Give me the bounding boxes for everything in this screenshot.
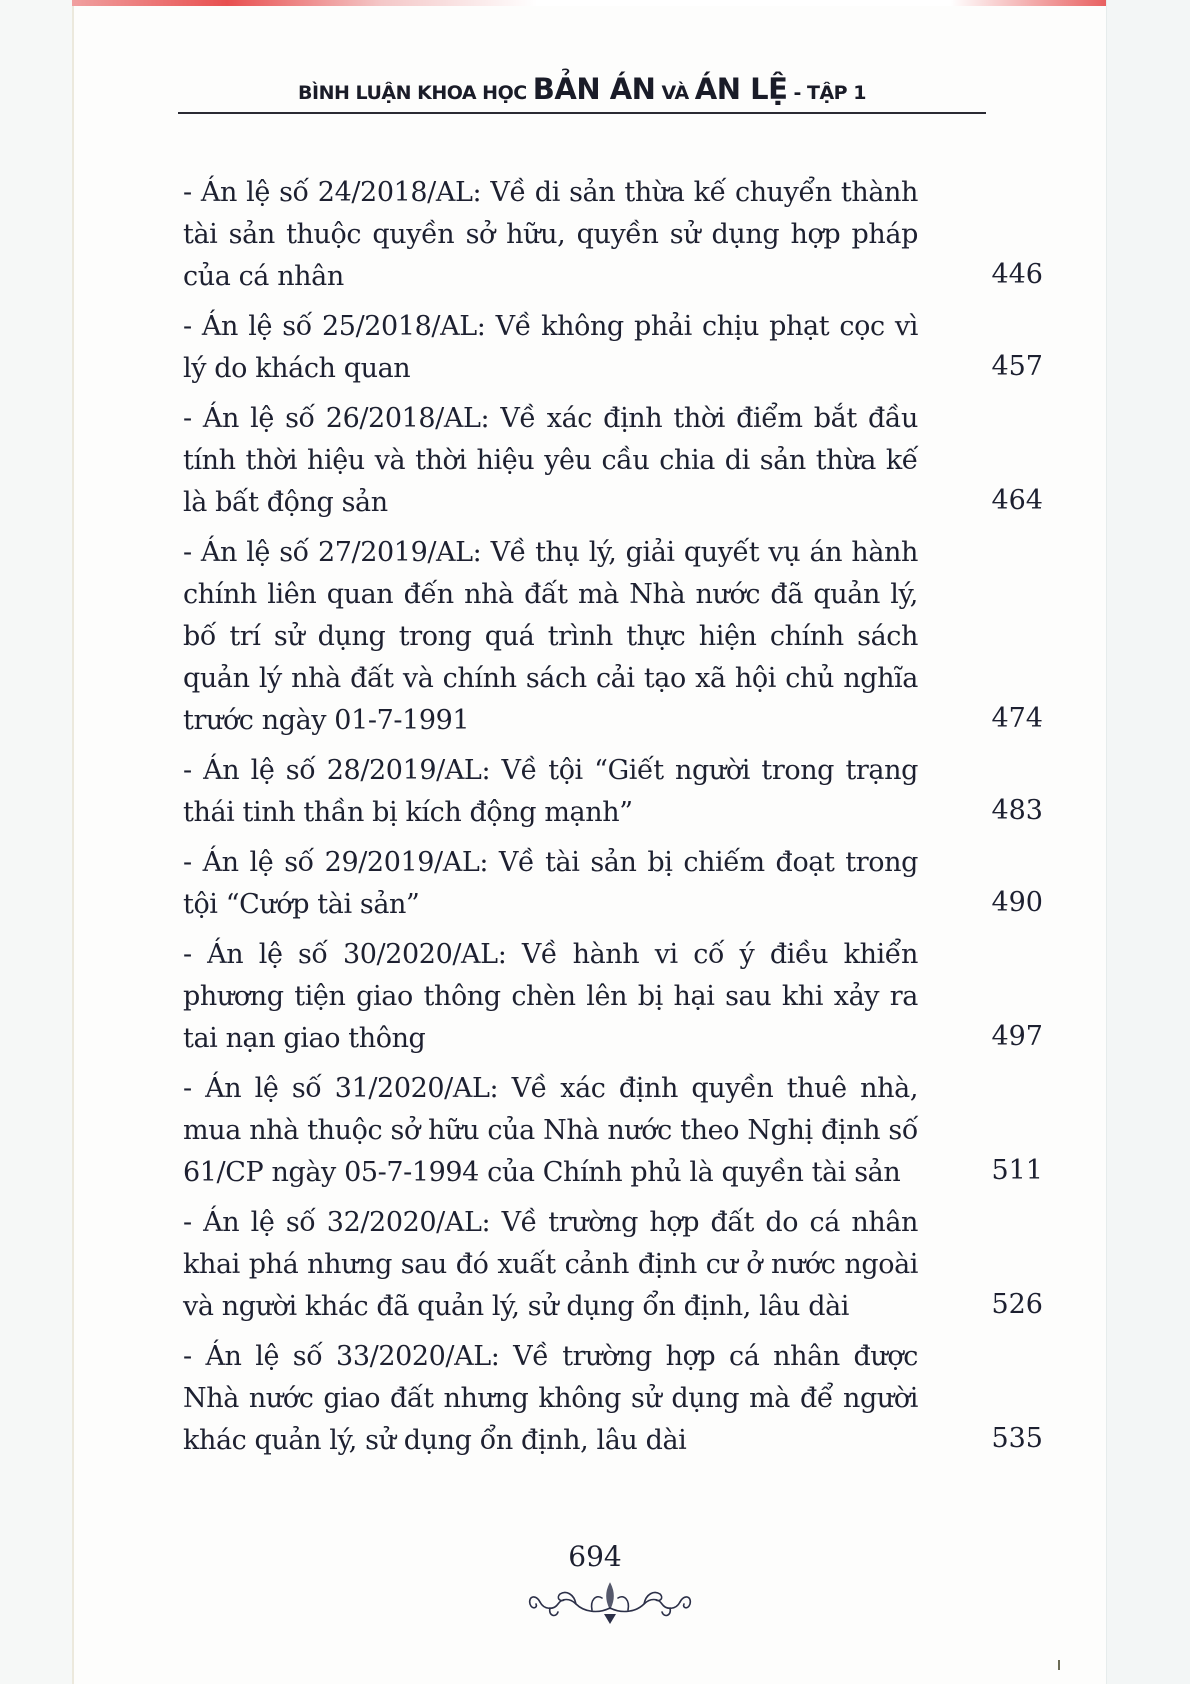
header-part-3: VÀ xyxy=(655,82,695,104)
page-number: 694 xyxy=(568,1540,622,1573)
running-header xyxy=(178,72,986,106)
header-part-2: BẢN ÁN xyxy=(532,72,656,106)
toc-entry xyxy=(183,934,1043,1060)
toc-entry xyxy=(183,398,1043,524)
header-rule xyxy=(178,112,986,114)
table-of-contents xyxy=(183,172,1043,1462)
toc-entry xyxy=(183,532,1043,742)
header-part-4: ÁN LỆ xyxy=(694,72,788,106)
toc-entry-page: 490 xyxy=(991,887,1043,918)
toc-entry-text: - Án lệ số 33/2020/AL: Về trường hợp cá nhân được Nhà nước giao đất nhưng không sử dụng mà để người khác quản lý, sử dụng ổn định, lâu dài xyxy=(183,1341,918,1456)
toc-entry xyxy=(183,842,1043,926)
toc-entry xyxy=(183,1202,1043,1328)
toc-entry xyxy=(183,172,1043,298)
toc-entry-page: 446 xyxy=(991,259,1043,290)
toc-entry-text: - Án lệ số 29/2019/AL: Về tài sản bị chiếm đoạt trong tội “Cướp tài sản” xyxy=(183,847,918,920)
toc-entry-page: 464 xyxy=(991,485,1043,516)
toc-entry-page: 535 xyxy=(991,1423,1043,1454)
toc-entry-page: 474 xyxy=(991,703,1043,734)
toc-entry-page: 497 xyxy=(991,1021,1043,1052)
toc-entry-page: 483 xyxy=(991,795,1043,826)
toc-entry xyxy=(183,306,1043,390)
toc-entry-text: - Án lệ số 26/2018/AL: Về xác định thời điểm bắt đầu tính thời hiệu và thời hiệu yêu cầu chia di sản thừa kế là bất động sản xyxy=(183,403,918,518)
toc-entry-text: - Án lệ số 24/2018/AL: Về di sản thừa kế chuyển thành tài sản thuộc quyền sở hữu, quyền sử dụng hợp pháp của cá nhân xyxy=(183,177,918,292)
toc-entry-text: - Án lệ số 27/2019/AL: Về thụ lý, giải quyết vụ án hành chính liên quan đến nhà đất mà Nhà nước đã quản lý, bố trí sử dụng trong quá trình thực hiện chính sách quản lý nhà đất và chính sách cải tạo xã hội chủ nghĩa trước ngày 01-7-1991 xyxy=(183,537,918,736)
toc-entry-text: - Án lệ số 28/2019/AL: Về tội “Giết người trong trạng thái tinh thần bị kích động mạnh” xyxy=(183,755,918,828)
toc-entry-page: 457 xyxy=(991,351,1043,382)
toc-entry xyxy=(183,1068,1043,1194)
scan-speck xyxy=(1058,1660,1060,1670)
toc-entry-text: - Án lệ số 32/2020/AL: Về trường hợp đất do cá nhân khai phá nhưng sau đó xuất cảnh định cư ở nước ngoài và người khác đã quản lý, sử dụng ổn định, lâu dài xyxy=(183,1207,918,1322)
toc-entry-text: - Án lệ số 25/2018/AL: Về không phải chịu phạt cọc vì lý do khách quan xyxy=(183,311,918,384)
background-strip xyxy=(1106,0,1190,1684)
toc-entry-text: - Án lệ số 31/2020/AL: Về xác định quyền thuê nhà, mua nhà thuộc sở hữu của Nhà nước theo Nghị định số 61/CP ngày 05-7-1994 của Chính phủ là quyền tài sản xyxy=(183,1073,918,1188)
toc-entry-page: 511 xyxy=(991,1155,1043,1186)
flourish-ornament-icon xyxy=(520,1578,700,1626)
toc-entry-text: - Án lệ số 30/2020/AL: Về hành vi cố ý điều khiển phương tiện giao thông chèn lên bị hại sau khi xảy ra tai nạn giao thông xyxy=(183,939,918,1054)
toc-entry xyxy=(183,1336,1043,1462)
toc-entry xyxy=(183,750,1043,834)
header-part-5: - TẬP 1 xyxy=(787,82,866,104)
toc-entry-page: 526 xyxy=(991,1289,1043,1320)
header-part-1: BÌNH LUẬN KHOA HỌC xyxy=(298,82,533,104)
